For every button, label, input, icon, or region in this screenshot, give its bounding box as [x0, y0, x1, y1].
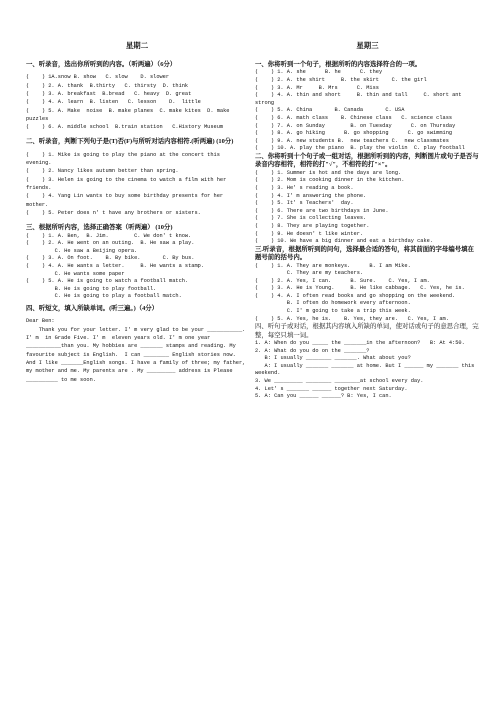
question-item: ( ) 5. A. Yes, he is. B. Yes, they are. C. Yes, I am.	[255, 315, 449, 322]
section-2-judge-match	[255, 153, 480, 246]
question-item: ( ) 5. A. China B. Canada C. USA	[255, 107, 405, 114]
question-item: ( ) 6. There are two birthdays in June.	[255, 207, 389, 214]
fill-blank-line: 3. We _________ ________ ________at school every day.	[255, 378, 424, 385]
question-item: ( ) 2. A. He went on an outing. B. He saw a play.	[26, 240, 195, 247]
letter-greeting: Dear Ben:	[26, 318, 55, 325]
question-item: B. He is going to play football.	[26, 285, 157, 292]
question-item: ( ) 3. A. Mr B. Mrs C. Miss	[255, 84, 379, 91]
section-heading: 三、根据所听内容，选择正确答案（听两遍） (10分)	[26, 224, 173, 232]
question-item: ( ) 2. A. thank B.thirty C. thirsty D. think	[26, 82, 189, 89]
question-item: ( ) 4. I' m answering the phone.	[255, 192, 367, 199]
question-item: ( ) 5. A. Make noise B. make planes C. make kites D. make puzzles	[26, 107, 233, 122]
question-item: ( ) 4. A. He wants a letter. B. He wants a stamp.	[26, 263, 205, 270]
fill-blank-line: 4. Let' s _______ ______ together next Saturday.	[255, 385, 408, 392]
question-item: ( ) 5. A. He is going to watch a football match.	[26, 278, 189, 285]
question-item: C. He saw a Beijing opera.	[26, 247, 138, 254]
day-title-tuesday: 星期二	[125, 41, 149, 50]
question-item: ( ) 3. He' s reading a book.	[255, 184, 354, 191]
question-item: ( ) 1. Mike is going to play the piano at the concert this evening.	[26, 151, 224, 167]
question-item: ( ) 6. A. math class B. Chinese class C. science class	[255, 114, 453, 121]
question-item: ( ) 10. We have a big dinner and eat a birthday cake.	[255, 238, 434, 245]
question-item: ( ) 3. Helen is going to the cinema to watch a film with her friends.	[26, 176, 230, 192]
question-item: ( ) 8. They are playing together.	[255, 222, 370, 229]
section-heading: 四、听短文，填入所缺单词。(听三遍。)（4分）	[26, 305, 159, 313]
question-item: ( ) 3. A. breakfast B.bread C. heavy D. great	[26, 91, 192, 97]
question-item: ( ) 9. A. new students B. new teachers C. new classmates	[255, 137, 449, 144]
question-item: ( ) 2. Nancy likes autumn better than spring.	[26, 168, 179, 175]
question-item: ( ) 1. A. Ben, B. Jim. C. We don' t know.	[26, 232, 192, 239]
question-item: ( ) 9. He doesn' t like winter.	[255, 230, 364, 237]
question-item: ( ) 7. She is collecting leaves.	[255, 215, 367, 222]
letter-body: Thank you for your letter. I' m very glad to be your ___________. I' m in Grade Five. I' m eleven years old. I' m one year ___________than you. My hobbies are _______ stamps and reading. My favourite subject is English. I can ________ English stories now. And I like _______English songs. I have a family of three; my father, my mother and me. My parents are . My _________ address is Please __________ to me soon.	[26, 326, 249, 383]
question-item: ( ) 5. It' s Teachers' day.	[255, 200, 354, 207]
question-item: ( ) 1. A. she B. he C. they	[255, 69, 383, 76]
question-item: C. I' m going to take a trip this week.	[255, 308, 411, 315]
section-heading: 二、你将听到十个句子或一组对话，根据所听到的内容，判断图片或句子是否与录音内容相符，相符的打"√"，不相符的打"×"。	[255, 152, 479, 169]
question-item: ( ) 2. Mom is cooking dinner in the kitchen.	[255, 177, 405, 184]
question-item: ( ) 4. Yang Lin wants to buy some birthday presents for her mother.	[26, 193, 227, 208]
question-item: ( ) 7. A. on Sunday B. on Tuesday C. on Thursday	[255, 122, 456, 129]
section-4-fill-blanks	[255, 323, 480, 401]
question-item: ( ) 10. A. play the piano B. play the violin C. play football	[255, 145, 465, 152]
section-3-best-answer	[255, 246, 480, 324]
day-title-wednesday: 星期三	[356, 41, 379, 50]
section-heading: 二、听录音，判断下列句子是(T)否(F)与所听对话内容相符.(听两遍) (10分)	[26, 138, 234, 146]
question-item: ( ) 6. A. middle school B.train station C.History Museum	[26, 124, 224, 131]
question-item: ( ) 3. A. He is Young. B. He like cabbage. C. Yes, he is.	[255, 285, 465, 292]
right-column	[255, 40, 480, 401]
fill-blank-line: 5. A: Can you ______ ______? B: Yes, I can.	[255, 393, 392, 400]
question-item: ( ) 4. A. learn B. listen C. lesson D. little	[26, 99, 201, 106]
left-column	[26, 40, 248, 384]
question-item: ( ) 2. A. Yes, I can. B. Sure. C. Yes, I am.	[255, 277, 430, 284]
section-heading: 一、听录音，选出你所听到的内容。（听两遍）（6分）	[26, 61, 177, 68]
question-item: ( ) 1. Summer is hot and the days are long.	[255, 169, 402, 176]
question-item: C. He is going to play a football match.	[26, 293, 182, 300]
section-heading: 三.听录音，根据所听到的问句，选择最合适的答句，将其前面的字母编号填在题号前的括号内。	[255, 245, 474, 262]
question-item: C. He wants some paper	[26, 270, 125, 277]
section-2-true-false	[26, 138, 248, 217]
fill-blank-line: 1. A: When do you _____ the _______in the afternoon? B: At 4:50.	[255, 340, 465, 347]
question-item: ( ) 5. Peter does n' t have any brothers or sisters.	[26, 209, 201, 216]
question-item: ( ) 1A.snow B. show C. slow D. slower	[26, 74, 170, 81]
section-heading: 四、听句子或对话，根据其内容填入所缺的单词，使对话或句子的意思合理，完整，每空只填一词。	[255, 323, 479, 339]
section-heading: 一、你将听到一个句子，根据所听的内容选择符合的一项。	[255, 61, 422, 68]
section-4-letter-dictation	[26, 305, 248, 384]
fill-blank-line: B: I usually ________ _______. What about you?	[255, 355, 411, 362]
section-1-sentence-choice	[255, 61, 480, 153]
fill-blank-line: A: I usually _______ _______ at home. But I ______ my _______ this weekend.	[255, 362, 478, 377]
fill-blank-line: 2. A: What do you do on the _______?	[255, 347, 370, 354]
question-item: ( ) 2. A. the shirt B. the skirt C. the girl	[255, 77, 427, 83]
question-item: ( ) 4. A. thin and short B. thin and tall C. short ant strong	[255, 92, 465, 106]
section-1-word-choice	[26, 61, 248, 131]
question-item: ( ) 3. A. On foot. B. By bike. C. By bus.	[26, 255, 195, 262]
section-3-answer-choice	[26, 224, 248, 301]
question-item: C. They are my teachers.	[255, 270, 364, 277]
question-item: ( ) 1. A. They are monkeys. B. I am Mike.	[255, 262, 411, 269]
question-item: ( ) 8. A. go hiking B. go shopping C. go swimming	[255, 130, 453, 137]
question-item: ( ) 4. A. I often read books and go shopping on the weekend.	[255, 292, 456, 299]
question-item: B. I often do homework every afternoon.	[255, 300, 411, 307]
